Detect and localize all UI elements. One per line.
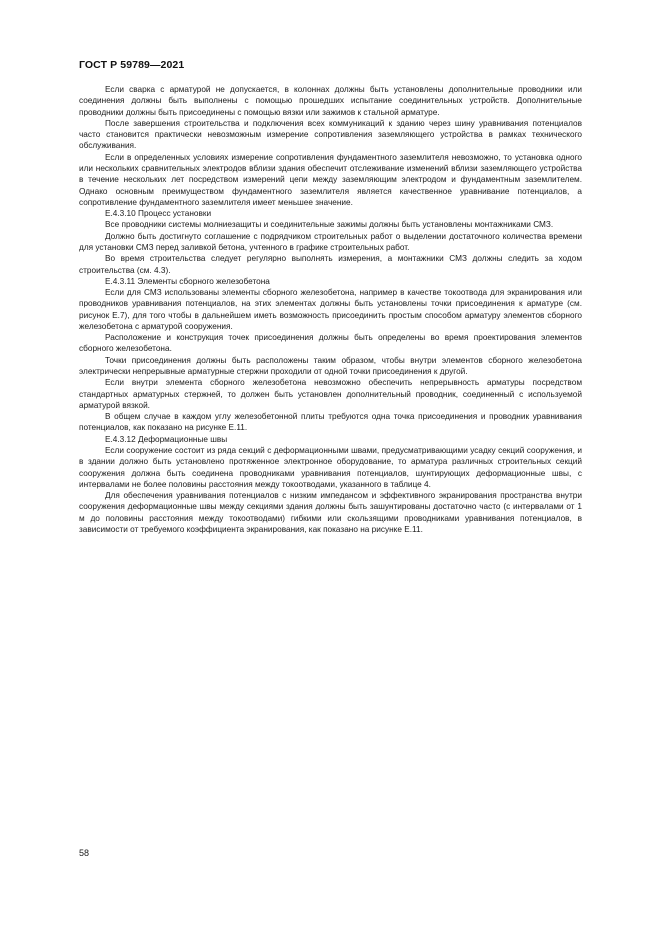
- paragraph-text: Во время строительства следует регулярно выполнять измерения, а монтажники СМЗ должны следить за ходом строительства (см. 4.3).: [79, 254, 582, 275]
- paragraph-text: Если для СМЗ использованы элементы сборного железобетона, например в качестве токоотвода для экранирования или проводников уравнивания потенциалов, на этих элементах должны быть установлены точки присоединения к арматуре (см. рисунок Е.7), для того чтобы в дальнейшем иметь возможность присоединить простым способом арматуру элементов сборного железобетона с арматурой сооружения.: [79, 288, 582, 331]
- paragraph-text: Если в определенных условиях измерение сопротивления фундаментного заземлителя невозможно, то установка одного или нескольких сравнительных электродов вблизи здания обеспечит отслеживание изменений вблизи заземляющего устройства в течение нескольких лет посредством измерений цепи между заземляющим электродом и фундаментным заземлителем. Однако основным преимуществом фундаментного заземлителя является качественное уравнивание потенциалов, а сопротивление фундаментного заземлителя имеет меньшее значение.: [79, 152, 582, 207]
- paragraph-text: Если внутри элемента сборного железобетона невозможно обеспечить непрерывность арматуры посредством стандартных арматурных стержней, то должен быть установлен дополнительный проводник, соединенный с используемой арматурой вязкой.: [79, 378, 582, 410]
- paragraph-text: После завершения строительства и подключения всех коммуникаций к зданию через шину уравнивания потенциалов часто становится практически невозможным измерение сопротивления заземляющего устройства в рамках технического обслуживания.: [79, 118, 582, 151]
- document-body: [79, 84, 582, 535]
- paragraph-text: Точки присоединения должны быть расположены таким образом, чтобы внутри элементов сборного железобетона электрически непрерывные арматурные стержни проходили от одной точки присоединения к другой.: [79, 355, 582, 377]
- paragraph-text: В общем случае в каждом углу железобетонной плиты требуются одна точка присоединения и проводник уравнивания потенциалов, как показано на рисунке Е.11.: [79, 412, 582, 433]
- section-heading-e-4-3-10: Е.4.3.10 Процесс установки: [105, 209, 212, 219]
- section-heading-e-4-3-12: Е.4.3.12 Деформационные швы: [105, 434, 228, 444]
- paragraph-text: Если сварка с арматурой не допускается, в колоннах должны быть установлены дополнительные проводники или соединения должны быть выполнены с помощью прошедших испытание соединительных устройств. Дополнительные проводники должны быть присоединены с помощью вязки или зажимов к стальной арматуре.: [79, 85, 582, 117]
- section-heading-e-4-3-11: Е.4.3.11 Элементы сборного железобетона: [105, 276, 270, 286]
- paragraph-text: Все проводники системы молниезащиты и соединительные зажимы должны быть установлены монтажниками СМЗ.: [105, 220, 554, 230]
- document-header: [79, 59, 184, 71]
- paragraph-text: Для обеспечения уравнивания потенциалов с низким импедансом и эффективного экранирования пространства внутри сооружения деформационные швы между секциями здания должны быть зашунтированы достаточно часто (с интервалами от 1 м до половины расстояния между токоотводами) гибкими или скользящими проводниками уравнивания потенциалов, в зависимости от требуемого коэффициента экранирования, как показано на рисунке Е.11.: [79, 491, 582, 534]
- paragraph-text: Расположение и конструкция точек присоединения должны быть определены во время проектирования элементов сборного железобетона.: [79, 333, 582, 354]
- standard-designation: ГОСТ Р 59789—2021: [79, 59, 185, 71]
- page-number: 58: [79, 848, 90, 858]
- paragraph-text: Должно быть достигнуто соглашение с подрядчиком строительных работ о выделении достаточного количества времени для установки СМЗ перед заливкой бетона, учтенного в графике строительных работ.: [79, 231, 582, 252]
- paragraph-text: Если сооружение состоит из ряда секций с деформационными швами, предусматривающими усадку секций сооружения, и в здании должно быть установлено протяженное электронное оборудование, то арматура различных строительных секций сооружения должна быть соединена проводниками уравнивания потенциалов, шунтирующих деформационные швы, с интервалами не более половины расстояния между токоотводами, указанного в таблице 4.: [79, 446, 582, 489]
